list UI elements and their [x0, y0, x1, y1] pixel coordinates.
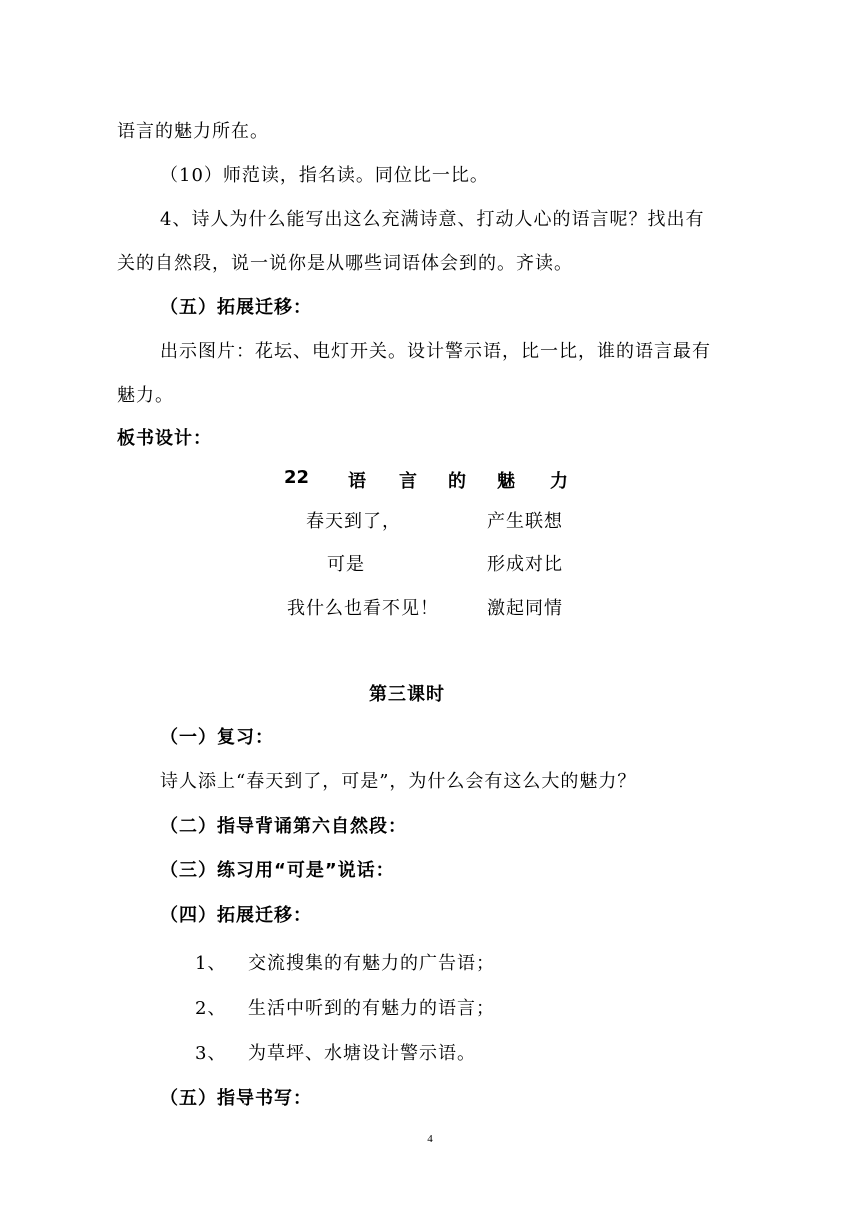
paragraph-line: 4、诗人为什么能写出这么充满诗意、打动人心的语言呢？找出有	[160, 209, 705, 230]
board-right-line: 产生联想	[487, 511, 563, 532]
list-item: 生活中听到的有魅力的语言；	[248, 998, 495, 1019]
section-heading: （五）指导书写：	[160, 1088, 312, 1109]
board-right-line: 形成对比	[487, 554, 563, 575]
section-heading: （三）练习用“可是”说话：	[160, 860, 395, 881]
section-heading: （四）拓展迁移：	[160, 905, 312, 926]
board-title-char: 力	[550, 471, 568, 492]
board-title-char: 言	[399, 471, 417, 492]
board-left-line: 我什么也看不见！	[287, 598, 439, 619]
board-design-heading: 板书设计：	[117, 428, 212, 449]
section-heading: （二）指导背诵第六自然段：	[160, 816, 407, 837]
board-title-char: 语	[348, 471, 366, 492]
board-title-char: 的	[448, 471, 466, 492]
board-left-line: 可是	[327, 554, 365, 575]
paragraph-line: 关的自然段，说一说你是从哪些词语体会到的。齐读。	[117, 253, 573, 274]
board-number: 22	[284, 467, 310, 488]
board-left-line: 春天到了，	[306, 511, 401, 532]
lesson-title: 第三课时	[369, 684, 445, 705]
section-heading: （五）拓展迁移：	[160, 297, 312, 318]
list-item-number: 1、	[195, 953, 227, 974]
paragraph-line: 语言的魅力所在。	[117, 121, 269, 142]
list-item: 为草坪、水塘设计警示语。	[248, 1043, 476, 1064]
board-title-char: 魅	[497, 471, 515, 492]
board-right-line: 激起同情	[487, 598, 563, 619]
list-item-number: 3、	[195, 1043, 227, 1064]
list-item: 交流搜集的有魅力的广告语；	[248, 953, 495, 974]
section-heading: （一）复习：	[160, 727, 274, 748]
paragraph-line: （10）师范读，指名读。同位比一比。	[160, 165, 489, 186]
paragraph-line: 诗人添上“春天到了，可是”，为什么会有这么大的魅力？	[160, 771, 637, 792]
list-item-number: 2、	[195, 998, 227, 1019]
paragraph-line: 出示图片：花坛、电灯开关。设计警示语，比一比，谁的语言最有	[160, 341, 711, 362]
page-number: 4	[427, 1133, 433, 1145]
paragraph-line: 魅力。	[117, 385, 174, 406]
